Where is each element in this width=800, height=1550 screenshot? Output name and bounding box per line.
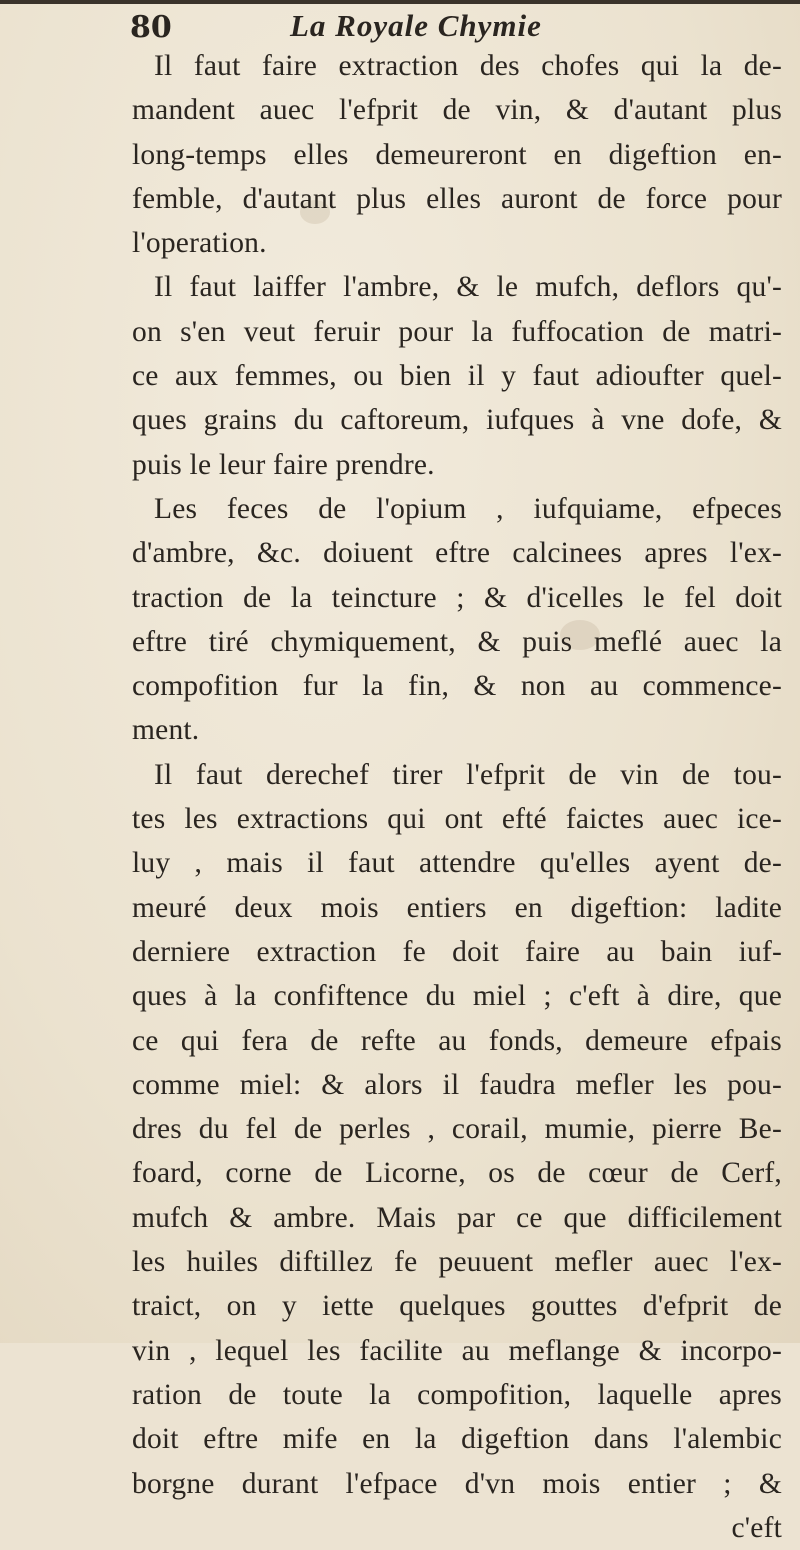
text-line: luy , mais il faut attendre qu'elles ayent de- <box>132 847 782 880</box>
page-header <box>0 6 800 46</box>
text-line: ce qui fera de refte au fonds, demeure efpais <box>132 1024 782 1057</box>
text-line: d'ambre, &c. doiuent eftre calcinees apres l'ex- <box>132 537 782 570</box>
text-line: traction de la teincture ; & d'icelles le fel doit <box>132 581 782 614</box>
text-line: ment. <box>132 714 200 747</box>
text-line: traict, on y iette quelques gouttes d'efprit de <box>132 1290 782 1323</box>
text-line: on s'en veut feruir pour la fuffocation de matri- <box>132 315 782 348</box>
text-line: foard, corne de Licorne, os de cœur de Cerf, <box>132 1157 782 1190</box>
text-line: dres du fel de perles , corail, mumie, pierre Be- <box>132 1113 782 1146</box>
text-line: derniere extraction fe doit faire au bain iuf- <box>132 935 782 968</box>
text-line: Il faut laiffer l'ambre, & le mufch, deflors qu'- <box>154 271 782 304</box>
text-line: ques grains du caftoreum, iufques à vne dofe, & <box>132 404 782 437</box>
text-line: Il faut derechef tirer l'efprit de vin de tou- <box>154 758 782 791</box>
text-line: puis le leur faire prendre. <box>132 448 435 481</box>
text-line: femble, d'autant plus elles auront de force pour <box>132 182 782 215</box>
catchword: c'eft <box>731 1511 782 1544</box>
running-title: La Royale Chymie <box>290 8 542 43</box>
text-line: ration de toute la compofition, laquelle apres <box>132 1378 782 1411</box>
text-line: eftre tiré chymiquement, & puis meflé auec la <box>132 625 782 658</box>
text-line: comme miel: & alors il faudra mefler les pou- <box>132 1068 782 1101</box>
text-line: les huiles diftillez fe peuuent mefler auec l'ex- <box>132 1246 782 1279</box>
page-number: 80 <box>130 10 172 45</box>
text-line: ques à la confiftence du miel ; c'eft à dire, que <box>132 980 782 1013</box>
text-line: ce aux femmes, ou bien il y faut adioufter quel- <box>132 360 782 393</box>
text-line: borgne durant l'efpace d'vn mois entier ; & <box>132 1467 782 1500</box>
body-text <box>132 44 782 1550</box>
text-line: tes les extractions qui ont efté faictes auec ice- <box>132 803 782 836</box>
text-line: compofition fur la fin, & non au commence- <box>132 670 782 703</box>
text-line: vin , lequel les facilite au meflange & incorpo- <box>132 1334 782 1367</box>
text-line: long-temps elles demeureront en digeftion en- <box>132 138 782 171</box>
text-line: mandent auec l'efprit de vin, & d'autant plus <box>132 94 782 127</box>
text-line: doit eftre mife en la digeftion dans l'alembic <box>132 1423 782 1456</box>
text-line: mufch & ambre. Mais par ce que difficilement <box>132 1201 782 1234</box>
text-line: l'operation. <box>132 227 267 260</box>
text-line: Il faut faire extraction des chofes qui la de- <box>154 50 782 82</box>
text-line: Les feces de l'opium , iufquiame, efpeces <box>154 492 782 525</box>
top-rule <box>0 0 800 4</box>
text-line: meuré deux mois entiers en digeftion: ladite <box>132 891 782 924</box>
